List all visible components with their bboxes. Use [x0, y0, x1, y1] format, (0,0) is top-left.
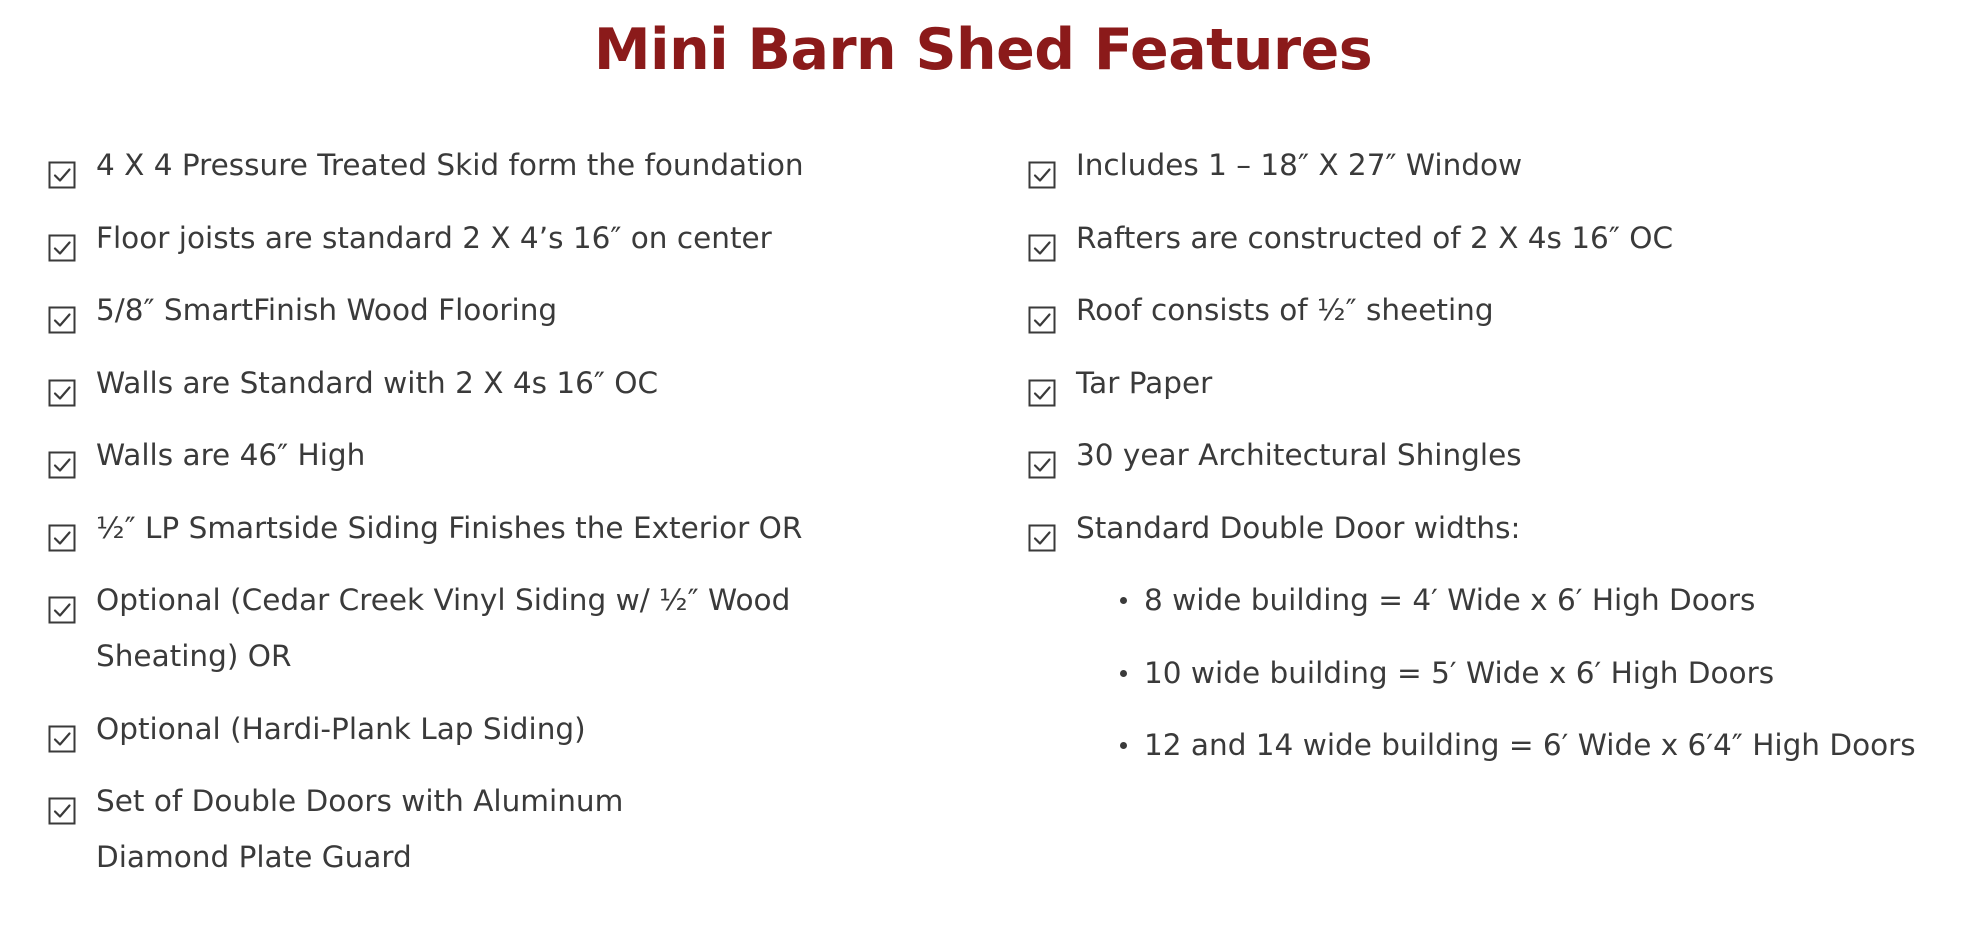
feature-item [1028, 210, 1948, 266]
checkbox-checked-icon [48, 224, 76, 252]
feature-item [1028, 355, 1948, 411]
feature-text: Optional (Cedar Creek Vinyl Siding w/ ½″ Wood Sheating) OR [96, 583, 791, 673]
door-width-item [1120, 717, 1948, 773]
page-title: Mini Barn Shed Features [593, 17, 1373, 83]
checkbox-checked-icon [1028, 369, 1056, 397]
feature-item [48, 427, 968, 483]
feature-text: Optional (Hardi-Plank Lap Siding) [96, 711, 586, 746]
checkbox-checked-icon [48, 715, 76, 743]
door-widths-container [1028, 572, 1948, 773]
checkbox-checked-icon [1028, 296, 1056, 324]
bullet-icon [1120, 597, 1127, 604]
feature-item [48, 572, 968, 684]
feature-item [48, 701, 968, 757]
feature-text: Rafters are constructed of 2 X 4s 16″ OC [1076, 220, 1674, 255]
bullet-icon [1120, 670, 1127, 677]
feature-item [1028, 427, 1948, 483]
door-width-text: 10 wide building = 5′ Wide x 6′ High Doors [1144, 655, 1775, 690]
feature-item [48, 137, 968, 193]
feature-text: Includes 1 – 18″ X 27″ Window [1076, 148, 1523, 182]
bullet-icon [1120, 742, 1127, 749]
feature-text: 4 X 4 Pressure Treated Skid form the foundation [96, 148, 804, 182]
door-widths-list [1028, 572, 1948, 773]
feature-item [48, 210, 968, 266]
feature-text: Set of Double Doors with Aluminum Diamond Plate Guard [96, 784, 624, 874]
features-list-left [48, 137, 968, 902]
feature-item [48, 355, 968, 411]
checkbox-checked-icon [48, 586, 76, 614]
feature-item [1028, 137, 1948, 193]
feature-text: Floor joists are standard 2 X 4’s 16″ on center [96, 220, 772, 255]
feature-text: Roof consists of ½″ sheeting [1076, 293, 1494, 327]
feature-text: Walls are 46″ High [96, 438, 366, 472]
feature-text: 30 year Architectural Shingles [1076, 438, 1522, 472]
feature-item [48, 773, 968, 885]
checkbox-checked-icon [48, 151, 76, 179]
checkbox-checked-icon [1028, 514, 1056, 542]
feature-text: 5/8″ SmartFinish Wood Flooring [96, 293, 558, 327]
feature-item [1028, 282, 1948, 338]
feature-text: ½″ LP Smartside Siding Finishes the Exterior OR [96, 510, 803, 545]
door-width-text: 12 and 14 wide building = 6′ Wide x 6′4″ High Doors [1144, 728, 1916, 762]
checkbox-checked-icon [1028, 151, 1056, 179]
feature-text: Standard Double Door widths: [1076, 510, 1521, 545]
feature-item [48, 282, 968, 338]
feature-text: Walls are Standard with 2 X 4s 16″ OC [96, 365, 659, 400]
checkbox-checked-icon [1028, 224, 1056, 252]
door-width-item [1120, 645, 1948, 701]
door-width-text: 8 wide building = 4′ Wide x 6′ High Doors [1144, 583, 1756, 617]
checkbox-checked-icon [1028, 441, 1056, 469]
checkbox-checked-icon [48, 787, 76, 815]
checkbox-checked-icon [48, 296, 76, 324]
checkbox-checked-icon [48, 369, 76, 397]
checkbox-checked-icon [48, 514, 76, 542]
feature-item [48, 500, 968, 556]
features-list-right [1028, 137, 1948, 790]
checkbox-checked-icon [48, 441, 76, 469]
feature-text: Tar Paper [1076, 365, 1213, 400]
feature-item [1028, 500, 1948, 556]
door-width-item [1120, 572, 1948, 628]
